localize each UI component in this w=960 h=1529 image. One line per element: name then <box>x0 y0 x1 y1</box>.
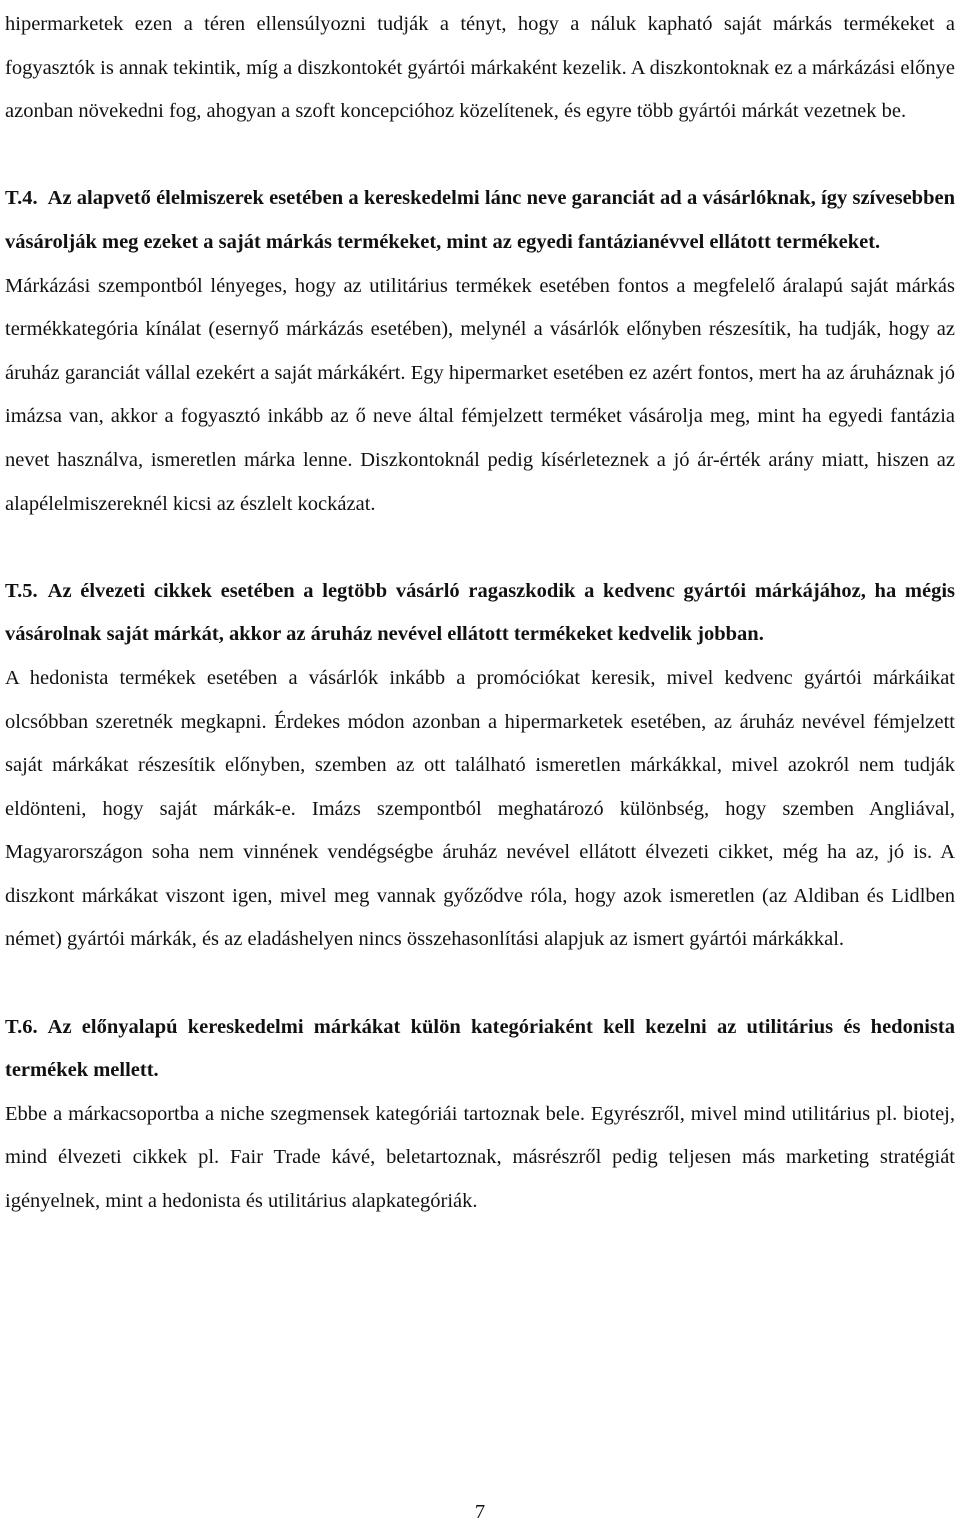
section-number-t4: T.4. <box>5 187 38 210</box>
section-heading-text-t6: Az előnyalapú kereskedelmi márkákat külön kategóriaként kell kezelni az utilitárius és hedonista termékek mellett. <box>5 1015 955 1082</box>
paragraph-gap <box>5 962 955 1006</box>
section-number-t5: T.5. <box>5 579 38 602</box>
paragraph-gap <box>5 526 955 570</box>
section-heading-t5 <box>5 570 955 657</box>
section-heading-text-t5: Az élvezeti cikkek esetében a legtöbb vásárló ragaszkodik a kedvenc gyártói márkájához, ha mégis vásárolnak saját márkát, akkor az áruház nevével ellátott termékeket kedvelik jobban. <box>5 579 955 646</box>
document-page <box>5 0 955 1224</box>
paragraph-gap <box>5 134 955 178</box>
section-body-t4: Márkázási szempontból lényeges, hogy az utilitárius termékek esetében fontos a megfelelő áralapú saját márkás termékkategória kínálat (esernyő márkázás esetében), melynél a vásárlók előnyben részesítik, ha tudják, hogy az áruház garanciát vállal ezekért a saját márkákért. Egy hipermarket esetében ez azért fontos, mert ha az áruháznak jó imázsa van, akkor a fogyasztó inkább az ő neve által fémjelzett terméket vásárolja meg, mint ha egyedi fantázia nevet használva, ismeretlen márka lenne. Diszkontoknál pedig kísérleteznek a jó ár-érték arány miatt, hiszen az alapélelmiszereknél kicsi az észlelt kockázat. <box>5 274 955 515</box>
section-body-t6: Ebbe a márkacsoportba a niche szegmensek kategóriái tartoznak bele. Egyrészről, mivel mind utilitárius pl. biotej, mind élvezeti cikkek pl. Fair Trade kávé, beletartoznak, másrészről pedig teljesen más marketing stratégiát igényelnek, mint a hedonista és utilitárius alapkategóriák. <box>5 1102 955 1213</box>
section-number-t6: T.6. <box>5 1015 38 1038</box>
section-heading-t4 <box>5 177 955 264</box>
section-body-t5: A hedonista termékek esetében a vásárlók inkább a promóciókat keresik, mivel kedvenc gyártói márkáikat olcsóbban szeretnék megkapni. Érdekes módon azonban a hipermarketek esetében, az áruház nevével fémjelzett saját márkákat részesítik előnyben, szemben az ott található ismeretlen márkákkal, mivel azokról nem tudják eldönteni, hogy saját márkák-e. Imázs szempontból meghatározó különbség, hogy szemben Angliával, Magyarországon soha nem vinnének vendégségbe áruház nevével ellátott élvezeti cikket, még ha az, jó is. A diszkont márkákat viszont igen, mivel meg vannak győződve róla, hogy azok ismeretlen (az Aldiban és Lidlben német) gyártói márkák, és az eladáshelyen nincs összehasonlítási alapjuk az ismert gyártói márkákkal. <box>5 666 955 951</box>
section-heading-t6 <box>5 1006 955 1093</box>
section-heading-text-t4: Az alapvető élelmiszerek esetében a kereskedelmi lánc neve garanciát ad a vásárlóknak, így szívesebben vásárolják meg ezeket a saját márkás termékeket, mint az egyedi fantázianévvel ellátott termékeket. <box>5 187 955 253</box>
page-number: 7 <box>474 1501 486 1523</box>
intro-paragraph: hipermarketek ezen a téren ellensúlyozni tudják a tényt, hogy a náluk kapható saját márkás termékeket a fogyasztók is annak tekintik, míg a diszkontokét gyártói márkaként kezelik. A diszkontoknak ez a márkázási előnye azonban növekedni fog, ahogyan a szoft koncepcióhoz közelítenek, és egyre több gyártói márkát vezetnek be. <box>5 13 955 123</box>
